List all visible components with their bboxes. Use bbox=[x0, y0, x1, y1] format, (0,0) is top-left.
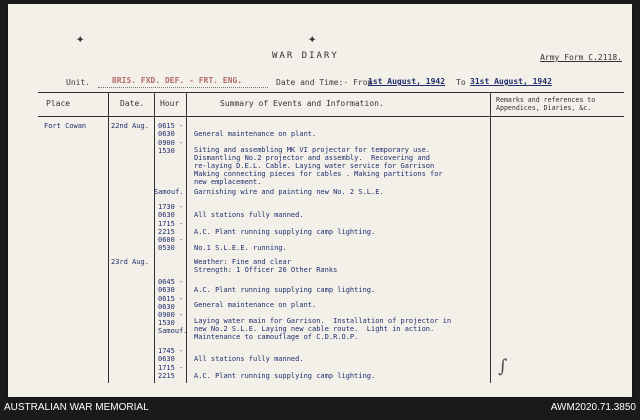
hour-cell: 1715 - 2215 bbox=[158, 220, 184, 236]
summary-cell: A.C. Plant running supplying camp lighting. bbox=[194, 228, 376, 236]
date-to: 31st August, 1942 bbox=[470, 77, 552, 86]
date-label: Date and Time:- From bbox=[276, 78, 373, 87]
summary-cell: All stations fully manned. bbox=[194, 355, 304, 363]
archive-credit: AUSTRALIAN WAR MEMORIAL bbox=[4, 402, 149, 413]
form-number: Army Form C.2118. bbox=[540, 53, 622, 62]
initials-signature-icon: ∫ bbox=[498, 356, 508, 377]
col-header-hour: Hour bbox=[160, 99, 180, 108]
summary-cell: Garnishing wire and painting new No. 2 S.L.E. bbox=[194, 188, 384, 196]
hour-cell: 0900 - 1530 bbox=[158, 139, 184, 155]
hour-cell: 1745 - 0630 bbox=[158, 347, 184, 363]
hour-cell: Samouf. bbox=[154, 188, 184, 196]
summary-cell: General maintenance on plant. bbox=[194, 301, 317, 309]
column-divider bbox=[490, 92, 491, 383]
table-header-rule bbox=[38, 116, 624, 117]
hour-cell: 0645 - 0630 bbox=[158, 278, 184, 294]
hour-cell: 0900 - 1530 Samouf. bbox=[158, 311, 188, 335]
summary-cell: No.1 S.L.E.E. running. bbox=[194, 244, 287, 252]
col-header-remarks: Remarks and references to Appendices, Diaries, &c. bbox=[496, 96, 596, 112]
date-cell: 23rd Aug. bbox=[111, 258, 149, 266]
hour-cell: 1715 - 2215 bbox=[158, 364, 184, 380]
unit-underline bbox=[98, 87, 268, 88]
hour-cell: 0615 - 0630 bbox=[158, 295, 184, 311]
col-header-place: Place bbox=[46, 99, 71, 108]
table-top-rule bbox=[38, 92, 624, 93]
unit-label: Unit. bbox=[66, 78, 91, 87]
column-divider bbox=[154, 92, 155, 383]
place-cell: Fort Cowan bbox=[44, 122, 87, 130]
page-title: WAR DIARY bbox=[272, 51, 339, 61]
summary-cell: Laying water main for Garrison. Installation of projector in new No.2 S.L.E. Laying new cable route. Light in action. Maintenance to camouflage of C.D.R.O.P. bbox=[194, 317, 452, 341]
column-divider bbox=[108, 92, 109, 383]
punch-hole-right-icon: ✦ bbox=[308, 31, 317, 47]
date-cell: 22nd Aug. bbox=[111, 122, 149, 130]
date-from: 1st August, 1942 bbox=[368, 77, 446, 86]
summary-cell: Siting and assembling MK VI projector for temporary use. Dismantling No.2 projector and assembly. Recovering and re-laying D.E.L. Cable. Laying water service for Garrison Making connecting pieces for cables . Making partitions for new emplacement. bbox=[194, 146, 443, 186]
summary-cell: Weather: Fine and clear Strength: 1 Officer 26 Other Ranks bbox=[194, 258, 338, 274]
to-label: To bbox=[456, 78, 466, 87]
hour-cell: 0600 - 0530 bbox=[158, 236, 184, 252]
col-header-date: Date. bbox=[120, 99, 145, 108]
summary-cell: A.C. Plant running supplying camp lighting. bbox=[194, 286, 376, 294]
summary-cell: A.C. Plant running supplying camp lighting. bbox=[194, 372, 376, 380]
archive-reference: AWM2020.71.3850 bbox=[550, 402, 636, 413]
hour-cell: 1730 - 0630 bbox=[158, 203, 184, 219]
diary-page bbox=[8, 4, 632, 397]
column-divider bbox=[186, 92, 187, 383]
summary-cell: All stations fully manned. bbox=[194, 211, 304, 219]
punch-hole-left-icon: ✦ bbox=[76, 31, 85, 47]
hour-cell: 0615 - 0630 bbox=[158, 122, 184, 138]
summary-cell: General maintenance on plant. bbox=[194, 130, 317, 138]
col-header-summary: Summary of Events and Information. bbox=[220, 99, 384, 108]
unit-value: BRIS. FXD. DEF. - FRT. ENG. bbox=[112, 76, 243, 85]
